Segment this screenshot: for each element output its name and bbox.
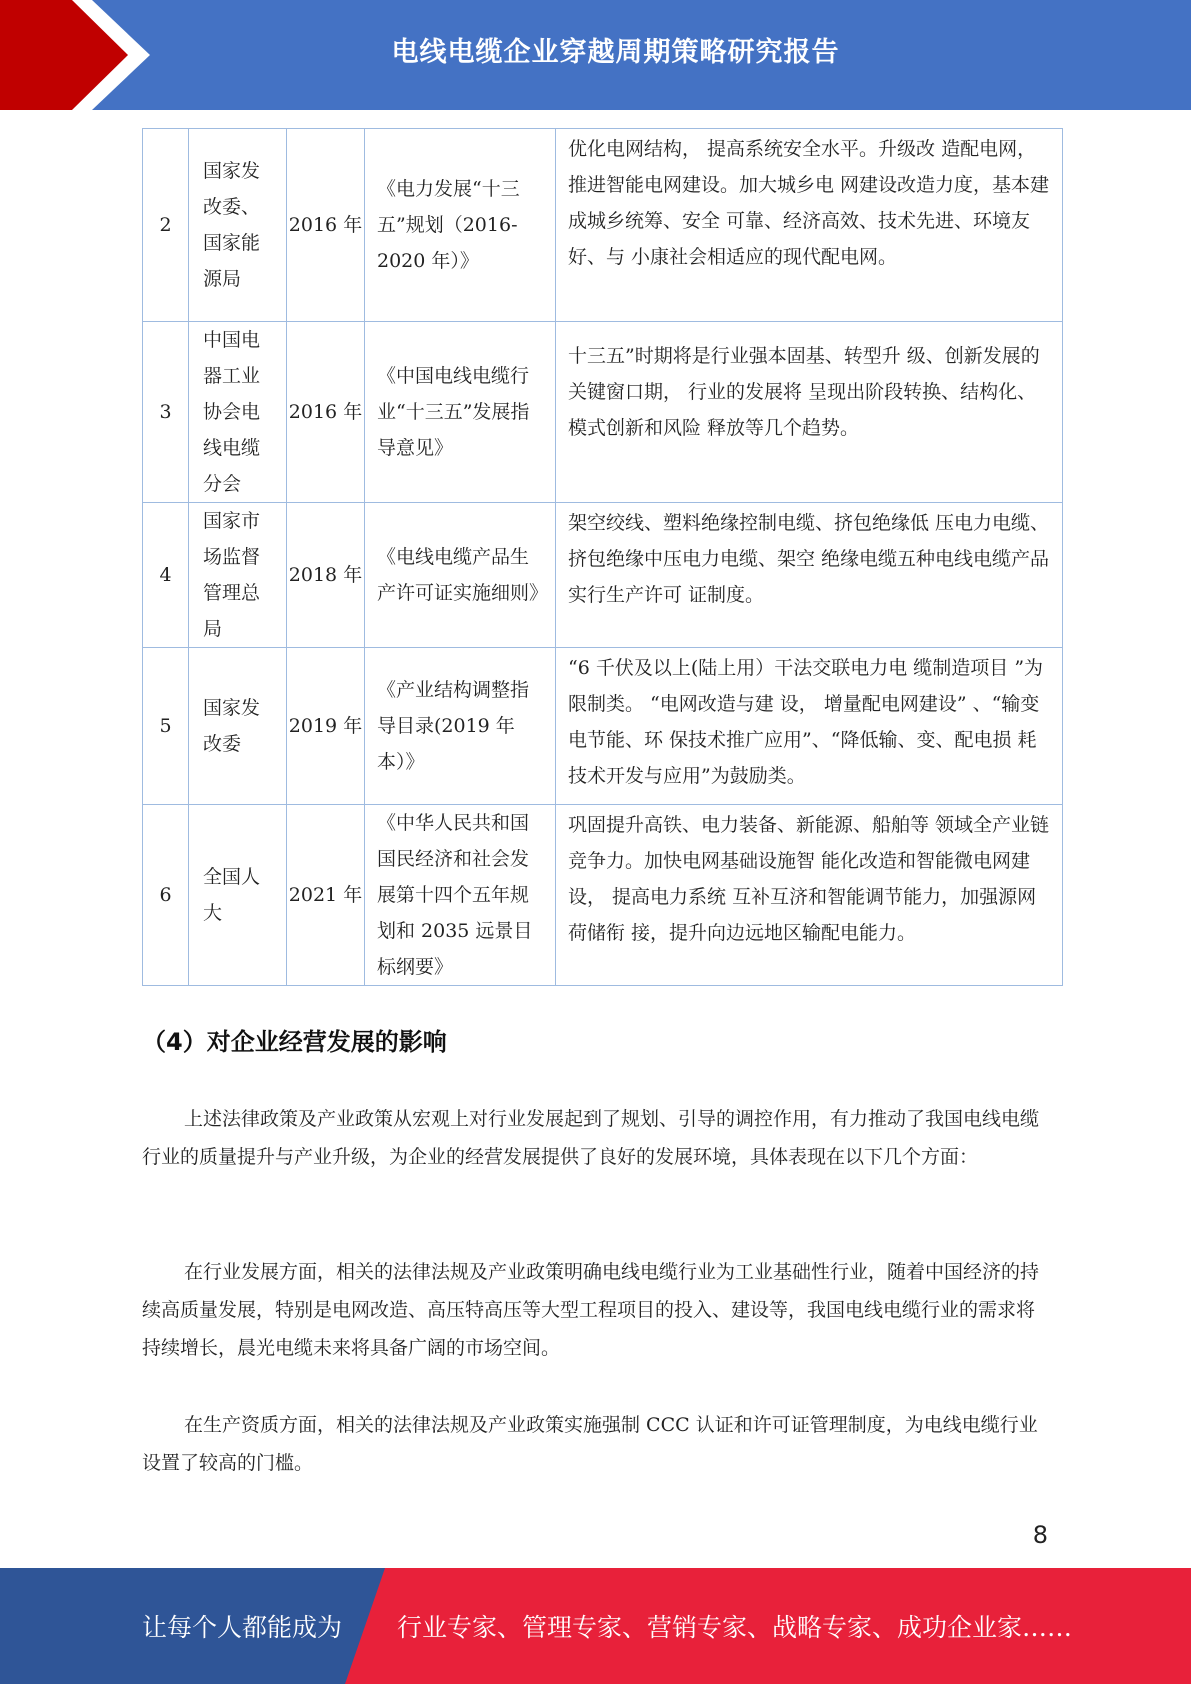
footer-banner [0, 1568, 1191, 1684]
document-cell: 《产业结构调整指导目录(2019 年本）》 [365, 648, 556, 805]
table-row [143, 648, 1063, 805]
issuer-cell: 国家发改委、国家能源局 [189, 129, 287, 322]
footer-slogan-left: 让每个人都能成为 [142, 1613, 343, 1642]
body-paragraph: 在生产资质方面，相关的法律法规及产业政策实施强制 CCC 认证和许可证管理制度，为电线电缆行业设置了较高的门槛。 [142, 1414, 1038, 1474]
header-banner [0, 0, 1191, 110]
document-cell: 《中华人民共和国国民经济和社会发展第十四个五年规划和 2035 远景目标纲要》 [365, 805, 556, 986]
document-cell: 《电线电缆产品生产许可证实施细则》 [365, 503, 556, 648]
issuer-cell: 中国电器工业协会电线电缆分会 [189, 322, 287, 503]
table-row [143, 129, 1063, 322]
document-cell: 《电力发展“十三五”规划（2016-2020 年）》 [365, 129, 556, 322]
table-row [143, 322, 1063, 503]
issuer-cell: 全国人大 [189, 805, 287, 986]
policy-table [142, 128, 1063, 986]
row-number: 5 [143, 648, 189, 805]
issuer-cell: 国家发改委 [189, 648, 287, 805]
table-row [143, 503, 1063, 648]
footer-slogan-right: 行业专家、管理专家、营销专家、战略专家、成功企业家…… [397, 1613, 1073, 1642]
content-cell: 十三五”时期将是行业强本固基、转型升 级、创新发展的关键窗口期， 行业的发展将 呈现出阶段转换、结构化、模式创新和风险 释放等几个趋势。 [556, 322, 1063, 503]
content-cell: 优化电网结构， 提高系统安全水平。升级改 造配电网， 推进智能电网建设。加大城乡电 网建设改造力度，基本建成城乡统筹、安全 可靠、经济高效、技术先进、环境友好、与 小康社会相适应的现代配电网。 [556, 129, 1063, 322]
document-cell: 《中国电线电缆行业“十三五”发展指导意见》 [365, 322, 556, 503]
report-title: 电线电缆企业穿越周期策略研究报告 [391, 37, 840, 68]
row-number: 4 [143, 503, 189, 648]
year-cell: 2019 年 [287, 648, 365, 805]
page-number: 8 [1032, 1521, 1048, 1549]
year-cell: 2021 年 [287, 805, 365, 986]
year-cell: 2016 年 [287, 129, 365, 322]
body-paragraph: 在行业发展方面，相关的法律法规及产业政策明确电线电缆行业为工业基础性行业，随着中国经济的持续高质量发展，特别是电网改造、高压特高压等大型工程项目的投入、建设等，我国电线电缆行业的需求将持续增长，晨光电缆未来将具备广阔的市场空间。 [142, 1261, 1040, 1359]
year-cell: 2018 年 [287, 503, 365, 648]
issuer-cell: 国家市场监督管理总局 [189, 503, 287, 648]
row-number: 2 [143, 129, 189, 322]
content-cell: 架空绞线、塑料绝缘控制电缆、挤包绝缘低 压电力电缆、挤包绝缘中压电力电缆、架空 绝缘电缆五种电线电缆产品实行生产许可 证制度。 [556, 503, 1063, 648]
section-heading: （4）对企业经营发展的影响 [142, 1028, 447, 1056]
year-cell: 2016 年 [287, 322, 365, 503]
row-number: 6 [143, 805, 189, 986]
row-number: 3 [143, 322, 189, 503]
body-paragraph: 上述法律政策及产业政策从宏观上对行业发展起到了规划、引导的调控作用，有力推动了我国电线电缆行业的质量提升与产业升级，为企业的经营发展提供了良好的发展环境，具体表现在以下几个方面： [142, 1108, 1040, 1168]
content-cell: “6 千伏及以上(陆上用）干法交联电力电 缆制造项目 ”为限制类。 “电网改造与建 设， 增量配电网建设” 、“输变电节能、环 保技术推广应用”、“降低输、变、配电损 耗技术开发与应用”为鼓励类。 [556, 648, 1063, 805]
table-row [143, 805, 1063, 986]
content-cell: 巩固提升高铁、电力装备、新能源、船舶等 领域全产业链竞争力。加快电网基础设施智 能化改造和智能微电网建设， 提高电力系统 互补互济和智能调节能力，加强源网荷储衔 接，提升向边远地区输配电能力。 [556, 805, 1063, 986]
